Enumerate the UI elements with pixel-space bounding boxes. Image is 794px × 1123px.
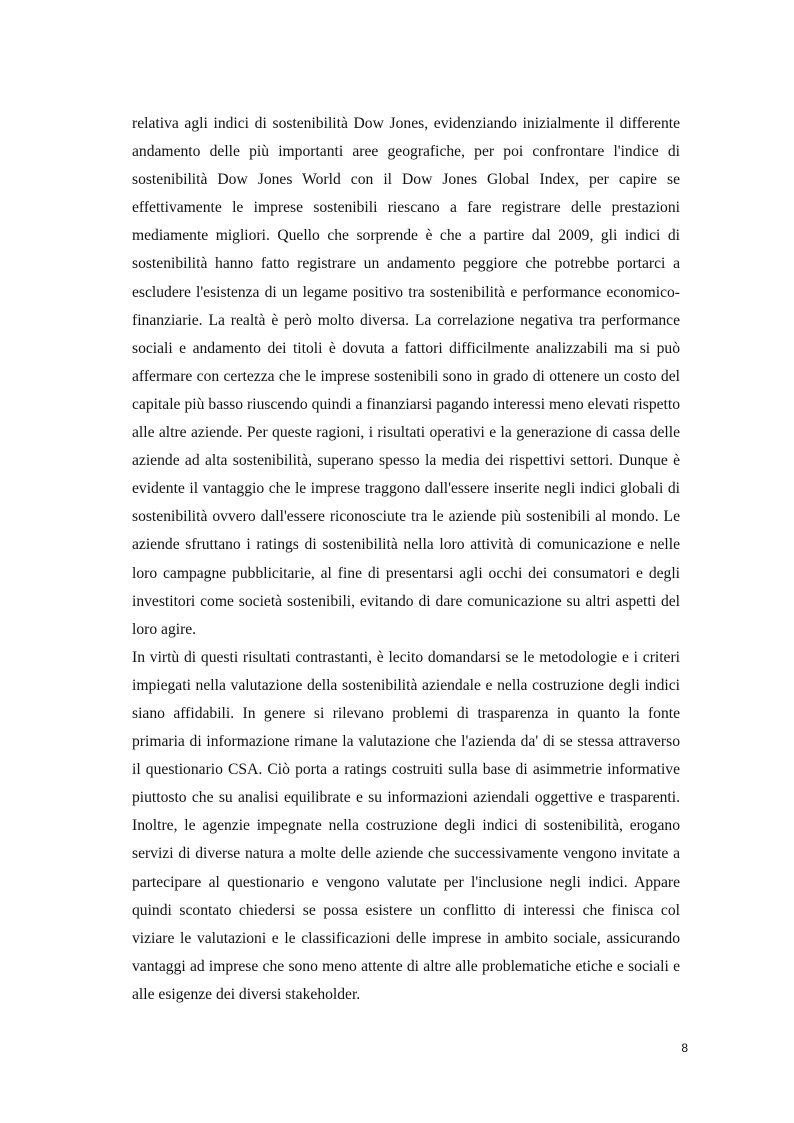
paragraph-2: In virtù di questi risultati contrastanti, è lecito domandarsi se le metodologie e i criteri impiegati nella valutazione della sostenibilità aziendale e nella costruzione degli indici siano affidabili. In genere si rilevano problemi di trasparenza in quanto la fonte primaria di informazione rimane la valutazione che l'azienda da' di se stessa attraverso il questionario CSA. Ciò porta a ratings costruiti sulla base di asimmetrie informative piuttosto che su analisi equilibrate e su informazioni aziendali oggettive e trasparenti. Inoltre, le agenzie impegnate nella costruzione degli indici di sostenibilità, erogano servizi di diverse natura a molte delle aziende che successivamente vengono invitate a partecipare al questionario e vengono valutate per l'inclusione negli indici. Appare quindi scontato chiedersi se possa esistere un conflitto di interessi che finisca col viziare le valutazioni e le classificazioni delle imprese in ambito sociale, assicurando vantaggi ad imprese che sono meno attente di altre alle problematiche etiche e sociali e alle esigenze dei diversi stakeholder. (132, 648, 680, 1003)
page-number: 8 (681, 1041, 688, 1055)
body-text (132, 110, 680, 1009)
paragraph-1: relativa agli indici di sostenibilità Dow Jones, evidenziando inizialmente il differente andamento delle più importanti aree geografiche, per poi confrontare l'indice di sostenibilità Dow Jones World con il Dow Jones Global Index, per capire se effettivamente le imprese sostenibili riescano a fare registrare delle prestazioni mediamente migliori. Quello che sorprende è che a partire dal 2009, gli indici di sostenibilità hanno fatto registrare un andamento peggiore che potrebbe portarci a escludere l'esistenza di un legame positivo tra sostenibilità e performance economico-finanziarie. La realtà è però molto diversa. La correlazione negativa tra performance sociali e andamento dei titoli è dovuta a fattori difficilmente analizzabili ma si può affermare con certezza che le imprese sostenibili sono in grado di ottenere un costo del capitale più basso riuscendo quindi a finanziarsi pagando interessi meno elevati rispetto alle altre aziende. Per queste ragioni, i risultati operativi e la generazione di cassa delle aziende ad alta sostenibilità, superano spesso la media dei rispettivi settori. Dunque è evidente il vantaggio che le imprese traggono dall'essere inserite negli indici globali di sostenibilità ovvero dall'essere riconosciute tra le aziende più sostenibili al mondo. Le aziende sfruttano i ratings di sostenibilità nella loro attività di comunicazione e nelle loro campagne pubblicitarie, al fine di presentarsi agli occhi dei consumatori e degli investitori come società sostenibili, evitando di dare comunicazione su altri aspetti del loro agire. (132, 115, 680, 638)
